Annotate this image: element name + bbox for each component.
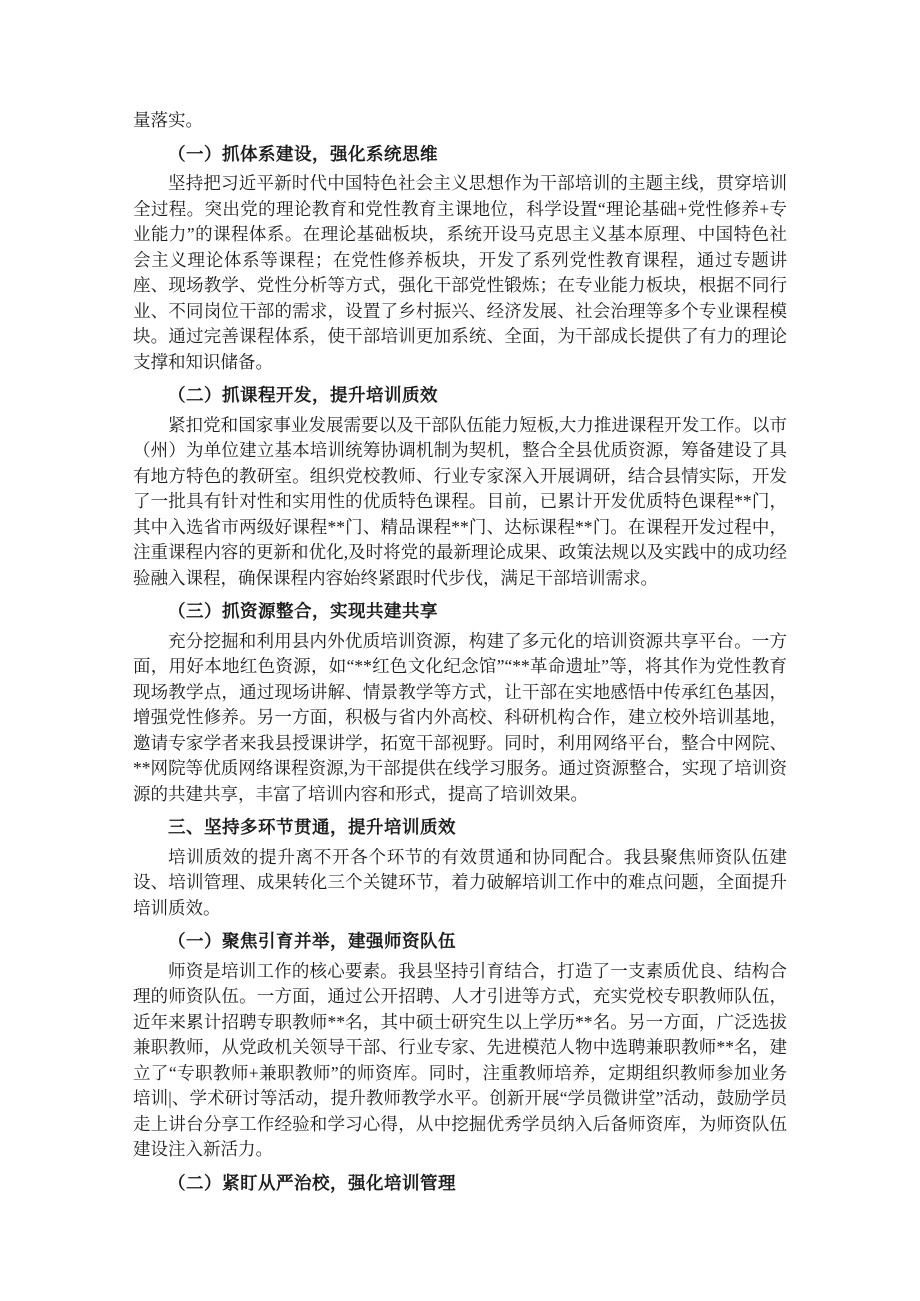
body-paragraph: 师资是培训工作的核心要素。我县坚持引育结合，打造了一支素质优良、结构合理的师资队伍。一方面，通过公开招聘、人才引进等方式，充实党校专职教师队伍，近年来累计招聘专职教师**名，其中硕士研究生以上学历**名。另一方面，广泛选拔兼职教师，从党政机关领导干部、行业专家、先进模范人物中选聘兼职教师**名，建立了“专职教师+兼职教师”的师资库。同时，注重教师培养，定期组织教师参加业务培训|、学术研讨等活动，提升教师教学水平。创新开展“学员微讲堂”活动，鼓励学员走上讲台分享工作经验和学习心得，从中挖掘优秀学员纳入后备师资库，为师资队伍建设注入新活力。 (133, 960, 787, 1159)
body-paragraph: 坚持把习近平新时代中国特色社会主义思想作为干部培训的主题主线，贯穿培训全过程。突出党的理论教育和党性教育主课地位，科学设置“理论基础+党性修养+专业能力”的课程体系。在理论基础板块，系统开设马克思主义基本原理、中国特色社会主义理论体系等课程；在党性修养板块，开发了系列党性教育课程，通过专题讲座、现场教学、党性分析等方式，强化干部党性锻炼；在专业能力板块，根据不同行业、不同岗位干部的需求，设置了乡村振兴、经济发展、社会治理等多个专业课程模块。通过完善课程体系，使干部培训更加系统、全面，为干部成长提供了有力的理论支撑和知识储备。 (133, 173, 787, 372)
body-paragraph: 紧扣党和国家事业发展需要以及干部队伍能力短板,大力推进课程开发工作。以市（州）为单位建立基本培训统筹协调机制为契机，整合全县优质资源，筹备建设了具有地方特色的教研室。组织党校教师、行业专家深入开展调研，结合县情实际，开发了一批具有针对性和实用性的优质特色课程。目前，已累计开发优质特色课程**门，其中入选省市两级好课程**门、精品课程**门、达标课程**门。在课程开发过程中，注重课程内容的更新和优化,及时将党的最新理论成果、政策法规以及实践中的成功经验融入课程，确保课程内容始终紧跟时代步伐，满足干部培训需求。 (133, 414, 787, 588)
section-heading: （三）抓资源整合，实现共建共享 (168, 601, 438, 621)
section-heading: （一）聚焦引育并举，建强师资队伍 (168, 931, 456, 951)
section-heading: （二）紧盯从严治校，强化培训管理 (168, 1172, 456, 1193)
body-paragraph: 培训质效的提升离不开各个环节的有效贯通和协同配合。我县聚焦师资队伍建设、培训管理、成果转化三个关键环节，着力破解培训工作中的难点问题，全面提升培训质效。 (133, 846, 787, 918)
body-paragraph: 量落实。 (133, 110, 203, 130)
section-heading: （一）抓体系建设，强化系统思维 (168, 143, 438, 164)
body-paragraph: 充分挖掘和利用县内外优质培训资源，构建了多元化的培训资源共享平台。一方面，用好本地红色资源，如“**红色文化纪念馆”“**革命遗址”等，将其作为党性教育现场教学点，通过现场讲解、情景教学等方式，让干部在实地感悟中传承红色基因，增强党性修养。另一方面，积极与省内外高校、科研机构合作，建立校外培训基地，邀请专家学者来我县授课讲学，拓宽干部视野。同时，利用网络平台，整合中网院、**网院等优质网络课程资源,为干部提供在线学习服务。通过资源整合，实现了培训资源的共建共享，丰富了培训内容和形式，提高了培训效果。 (133, 630, 787, 804)
document-body (133, 108, 787, 1196)
section-heading: （二）抓课程开发，提升培训质效 (168, 385, 438, 405)
chapter-heading: 三、坚持多环节贯通，提升培训质效 (168, 817, 456, 837)
